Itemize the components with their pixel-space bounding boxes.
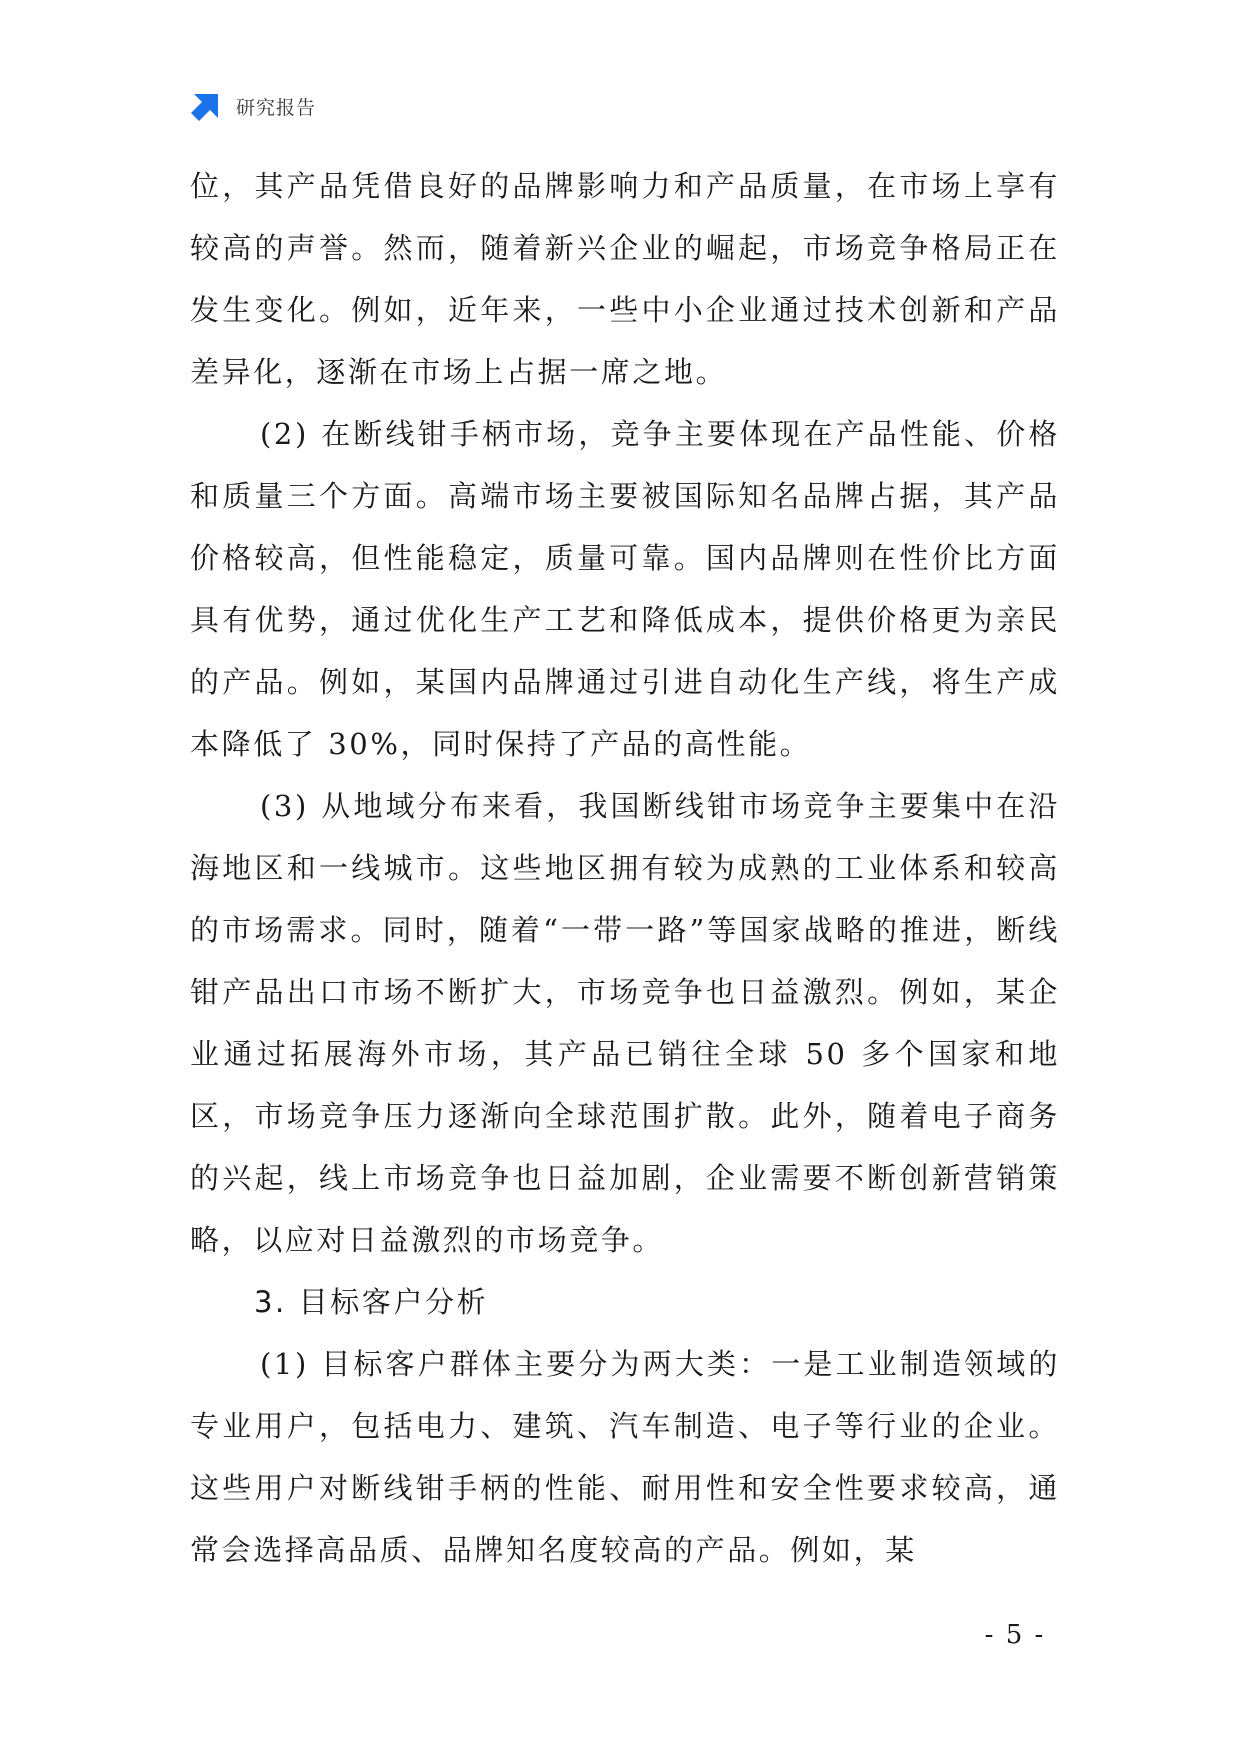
document-body [190, 155, 1060, 1581]
section-heading: 3. 目标客户分析 [254, 1285, 489, 1319]
page-number: - 5 - [984, 1620, 1046, 1650]
report-header [190, 88, 316, 124]
paragraph-target-customers: (1) 目标客户群体主要分为两大类：一是工业制造领域的专业用户，包括电力、建筑、汽车制造、电子等行业的企业。这些用户对断线钳手柄的性能、耐用性和安全性要求较高，通常会选择高品质、品牌知名度较高的产品。例如，某 [190, 1347, 1060, 1567]
paragraph-continuation: 位，其产品凭借良好的品牌影响力和产品质量，在市场上享有较高的声誉。然而，随着新兴企业的崛起，市场竞争格局正在发生变化。例如，近年来，一些中小企业通过技术创新和产品差异化，逐渐在市场上占据一席之地。 [190, 169, 1060, 389]
header-title: 研究报告 [236, 96, 317, 119]
arrow-up-right-icon [190, 90, 222, 122]
paragraph-2: (2) 在断线钳手柄市场，竞争主要体现在产品性能、价格和质量三个方面。高端市场主要被国际知名品牌占据，其产品价格较高，但性能稳定，质量可靠。国内品牌则在性价比方面具有优势，通过优化生产工艺和降低成本，提供价格更为亲民的产品。例如，某国内品牌通过引进自动化生产线，将生产成本降低了 30%，同时保持了产品的高性能。 [190, 417, 1060, 761]
paragraph-3: (3) 从地域分布来看，我国断线钳市场竞争主要集中在沿海地区和一线城市。这些地区拥有较为成熟的工业体系和较高的市场需求。同时，随着“一带一路”等国家战略的推进，断线钳产品出口市场不断扩大，市场竞争也日益激烈。例如，某企业通过拓展海外市场，其产品已销往全球 50 多个国家和地区，市场竞争压力逐渐向全球范围扩散。此外，随着电子商务的兴起，线上市场竞争也日益加剧，企业需要不断创新营销策略，以应对日益激烈的市场竞争。 [190, 789, 1060, 1257]
